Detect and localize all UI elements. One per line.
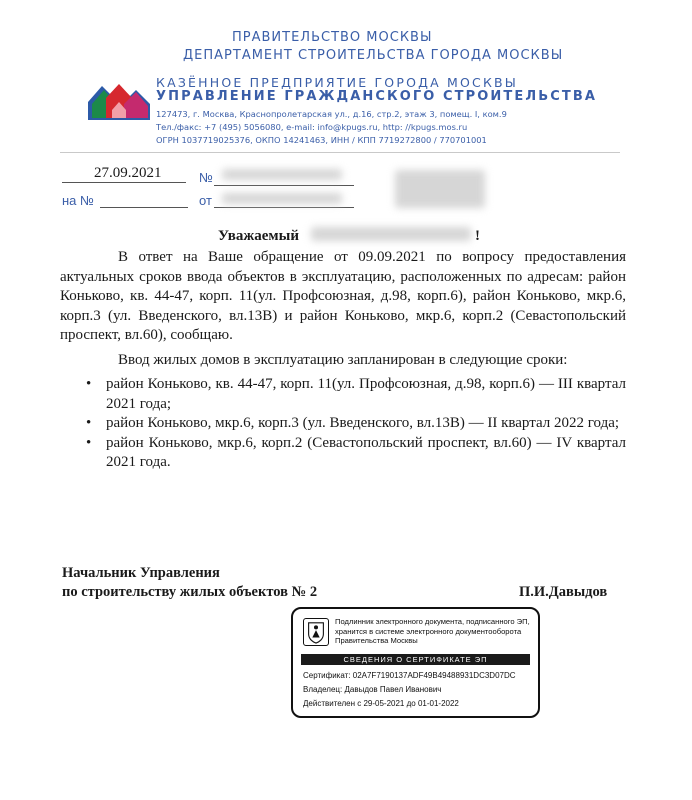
list-item [80,375,626,414]
department-title: ДЕПАРТАМЕНТ СТРОИТЕЛЬСТВА ГОРОДА МОСКВЫ [183,48,564,63]
organization-registration: ОГРН 1037719025376, ОКПО 14241463, ИНН / КПП 7719272800 / 770701001 [156,135,487,145]
redacted-document-number [222,169,342,180]
list-item-text: район Коньково, мкр.6, корп.3 (ул. Введенского, вл.13В) — II квартал 2022 года; [106,415,620,431]
in-reply-date-underline [214,207,354,208]
organization-address: 127473, г. Москва, Краснопролетарская ул., д.16, стр.2, этаж 3, помещ. I, ком.9 [156,109,507,119]
greeting: Уважаемый [218,228,299,244]
organization-contacts: Тел./факс: +7 (495) 5056080, e-mail: info@kpugs.ru, http: //kpugs.mos.ru [156,122,468,132]
letter-paragraph-1: В ответ на Ваше обращение от 09.09.2021 по вопросу предоставления актуальных сроков ввода объектов в эксплуатацию, расположенных по адресам: район Коньково, кв. 44-47, корп. 11(ул. Профсоюзная, д.98, корп.6), район Коньково, мкр.6, корп.3 (ул. Введенского, вл.13В) и район Коньково, мкр.6, корп.2 (Севастопольский проспект, вл.60), сообщаю. [60,249,626,343]
stamp-notice-line: хранится в системе электронного документооборота [335,626,522,636]
document-number-underline [214,185,354,186]
in-reply-number-underline [100,207,188,208]
certificate-owner: Владелец: Давыдов Павел Иванович [303,685,442,694]
commissioning-schedule-list [80,375,626,473]
date-underline [62,182,186,183]
redacted-addressee [395,170,485,208]
redacted-in-reply-date [222,193,342,204]
list-item [80,414,626,434]
organization-name: УПРАВЛЕНИЕ ГРАЖДАНСКОГО СТРОИТЕЛЬСТВА [156,89,598,104]
stamp-notice-line: Правительства Москвы [335,636,418,645]
header-divider [60,152,620,153]
organization-logo-icon [88,80,150,122]
list-item-text: район Коньково, кв. 44-47, корп. 11(ул. Профсоюзная, д.98, корп.6) — III квартал 2021 года; [106,376,626,412]
stamp-notice-line: Подлинник электронного документа, подписанного ЭП, [335,617,530,626]
moscow-coat-of-arms-icon [303,618,329,646]
list-item [80,434,626,473]
bullet-icon: • [86,434,92,451]
list-item-text: район Коньково, мкр.6, корп.2 (Севастопольский проспект, вл.60) — IV квартал 2021 года. [106,434,626,470]
document-number-label: № [199,170,213,185]
in-reply-date-label: от [199,193,212,208]
electronic-signature-stamp [291,607,540,718]
organization-type: КАЗЁННОЕ ПРЕДПРИЯТИЕ ГОРОДА МОСКВЫ [156,75,519,90]
letter-paragraph-2: Ввод жилых домов в эксплуатацию запланирован в следующие сроки: [118,352,568,368]
greeting-exclamation: ! [475,228,480,244]
bullet-icon: • [86,376,92,392]
signer-title-line-1: Начальник Управления [62,565,220,581]
government-title: ПРАВИТЕЛЬСТВО МОСКВЫ [232,30,433,45]
in-reply-number-label: на № [62,193,94,208]
signer-title-line-2: по строительству жилых объектов № 2 [62,584,318,600]
signer-name: П.И.Давыдов [519,584,608,600]
certificate-validity: Действителен с 29-05-2021 до 01-01-2022 [303,699,459,708]
certificate-number: Сертификат: 02A7F7190137ADF49B49488931DC3D07DC [303,671,516,680]
stamp-notice [335,617,535,646]
document-date: 27.09.2021 [94,165,162,181]
certificate-header: СВЕДЕНИЯ О СЕРТИФИКАТЕ ЭП [301,654,530,665]
redacted-recipient-name [311,227,471,241]
bullet-icon: • [86,415,92,431]
